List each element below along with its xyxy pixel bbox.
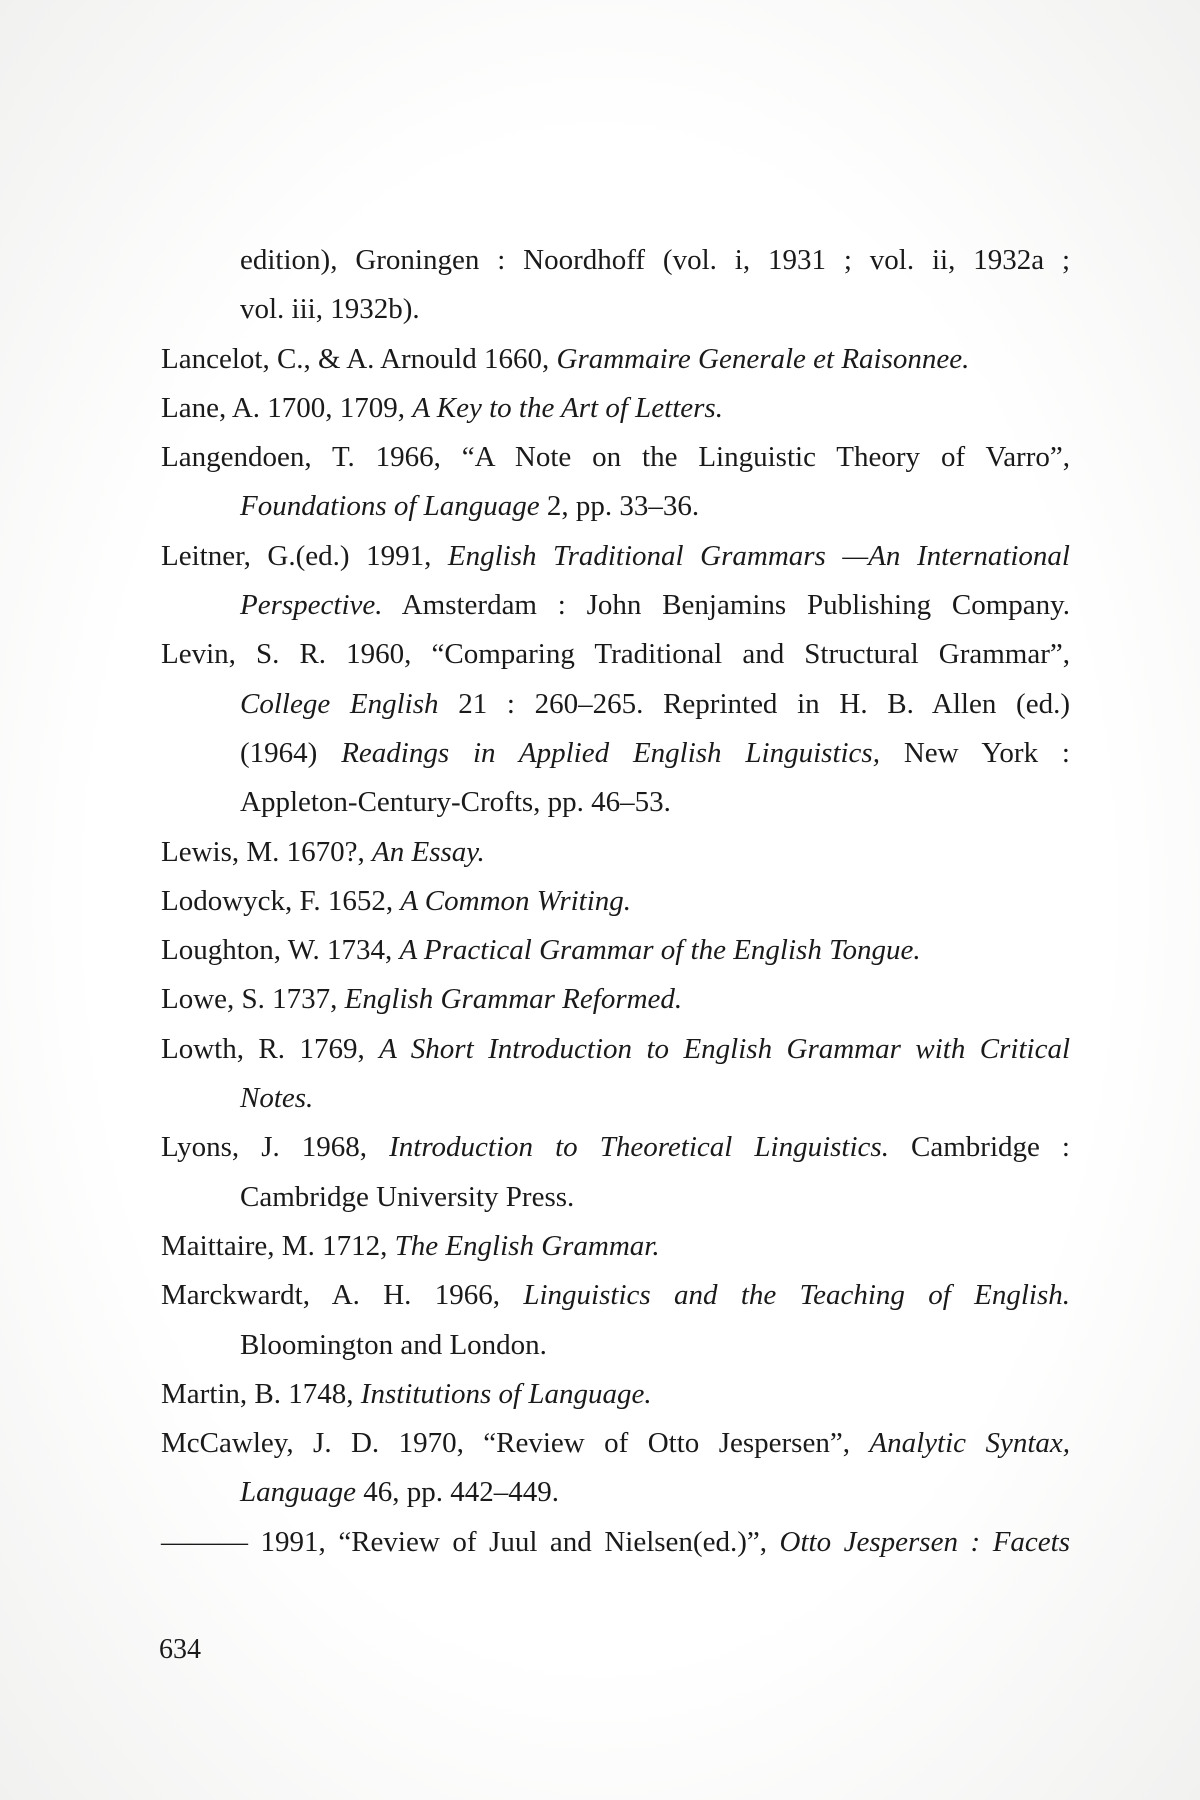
entry-line <box>161 532 1070 581</box>
citation-text: Lowe, S. 1737, <box>161 983 345 1016</box>
entry-line <box>161 1468 1070 1517</box>
italic-title-text: Institutions of Language. <box>360 1377 652 1410</box>
entry-line <box>161 1222 1070 1271</box>
bibliography-entry <box>161 828 1070 877</box>
citation-text: Lyons, J. 1968, <box>161 1131 390 1164</box>
entry-line <box>161 236 1070 285</box>
bibliography-entry <box>161 1222 1070 1271</box>
bibliography-entry <box>161 384 1070 433</box>
italic-title-text: College English <box>240 687 439 720</box>
italic-title-text: English Traditional Grammars —An International <box>447 539 1070 572</box>
bibliography-entry <box>161 926 1070 975</box>
italic-title-text: Perspective. <box>240 589 383 622</box>
italic-title-text: Linguistics and the Teaching of English. <box>523 1279 1070 1312</box>
entry-line <box>161 1025 1070 1074</box>
citation-text: 21 : 260–265. Reprinted in H. B. Allen (ed.) <box>438 687 1070 720</box>
citation-text: edition), Groningen : Noordhoff (vol. i, 1931 ; vol. ii, 1932a ; <box>240 244 1070 276</box>
bibliography-entry <box>161 1419 1070 1518</box>
bibliography-entry <box>161 236 1070 335</box>
citation-text: Appleton-Century-Crofts, pp. 46–53. <box>240 786 671 819</box>
entry-line <box>161 926 1070 975</box>
entry-line <box>161 384 1070 433</box>
entry-line <box>161 433 1070 482</box>
entry-line <box>161 1518 1070 1567</box>
citation-text: Lane, A. 1700, 1709, <box>161 391 413 424</box>
citation-text: Lodowyck, F. 1652, <box>161 884 401 917</box>
entry-line <box>161 778 1070 827</box>
citation-text: Loughton, W. 1734, <box>161 934 400 967</box>
citation-text: vol. iii, 1932b). <box>240 293 420 326</box>
bibliography-entry <box>161 1518 1070 1567</box>
entry-line <box>161 1123 1070 1172</box>
page-number: 634 <box>159 1634 201 1665</box>
entry-line <box>161 729 1070 778</box>
bibliography-entry <box>161 1271 1070 1370</box>
citation-text: Lowth, R. 1769, <box>161 1032 380 1065</box>
citation-text: Amsterdam : John Benjamins Publishing Company. <box>382 589 1070 622</box>
italic-title-text: Readings in Applied English Linguistics, <box>341 736 880 769</box>
entry-line <box>161 285 1070 334</box>
citation-text: New York : <box>879 736 1070 769</box>
italic-title-text: Otto Jespersen : Facets <box>779 1525 1070 1558</box>
citation-text: McCawley, J. D. 1970, “Review of Otto Jespersen”, <box>161 1427 870 1460</box>
italic-title-text: Analytic Syntax, <box>869 1427 1070 1460</box>
entry-line <box>161 1074 1070 1123</box>
bibliography-entry <box>161 532 1070 631</box>
entry-line <box>161 680 1070 729</box>
bibliography-entry <box>161 1025 1070 1124</box>
italic-title-text: The English Grammar. <box>394 1229 660 1262</box>
entry-line <box>161 335 1070 384</box>
italic-title-text: English Grammar Reformed. <box>344 983 683 1016</box>
bibliography-entry <box>161 877 1070 926</box>
italic-title-text: A Practical Grammar of the English Tongue. <box>399 934 921 967</box>
bibliography-entry <box>161 1370 1070 1419</box>
bibliography-entry <box>161 975 1070 1024</box>
citation-text: Marckwardt, A. H. 1966, <box>161 1279 524 1312</box>
italic-title-text: A Common Writing. <box>400 884 632 917</box>
entry-line <box>161 1173 1070 1222</box>
italic-title-text: A Key to the Art of Letters. <box>412 391 723 424</box>
bibliography-entry <box>161 335 1070 384</box>
bibliography-entry <box>161 1123 1070 1222</box>
entry-line <box>161 828 1070 877</box>
entry-line <box>161 1370 1070 1419</box>
italic-title-text: Introduction to Theoretical Linguistics. <box>389 1131 889 1164</box>
italic-title-text: Foundations of Language <box>240 490 540 523</box>
citation-text: Lewis, M. 1670?, <box>161 835 373 868</box>
entry-line <box>161 1321 1070 1370</box>
italic-title-text: An Essay. <box>372 835 485 868</box>
entry-line <box>161 1419 1070 1468</box>
entry-line <box>161 482 1070 531</box>
citation-text: Levin, S. R. 1960, “Comparing Traditional and Structural Grammar”, <box>161 638 1070 671</box>
bibliography-entry <box>161 630 1070 827</box>
citation-text: Langendoen, T. 1966, “A Note on the Linguistic Theory of Varro”, <box>161 441 1070 474</box>
citation-text: ——— 1991, “Review of Juul and Nielsen(ed.)”, <box>161 1525 780 1558</box>
entry-line <box>161 1271 1070 1320</box>
italic-title-text: Notes. <box>240 1082 314 1115</box>
italic-title-text: Grammaire Generale et Raisonnee. <box>556 342 970 375</box>
entry-line <box>161 975 1070 1024</box>
citation-text: Martin, B. 1748, <box>161 1377 361 1410</box>
citation-text: Cambridge : <box>888 1131 1070 1164</box>
citation-text: Leitner, G.(ed.) 1991, <box>161 539 448 572</box>
entry-line <box>161 581 1070 630</box>
citation-text: Bloomington and London. <box>240 1328 547 1361</box>
citation-text: Lancelot, C., & A. Arnould 1660, <box>161 342 557 375</box>
citation-text: (1964) <box>240 736 342 769</box>
citation-text: Cambridge University Press. <box>240 1180 575 1213</box>
citation-text: Maittaire, M. 1712, <box>161 1229 395 1262</box>
italic-title-text: A Short Introduction to English Grammar with Critical <box>379 1032 1070 1065</box>
bibliography-list <box>161 236 1070 1567</box>
citation-text: 2, pp. 33–36. <box>539 490 700 523</box>
bibliography-entry <box>161 433 1070 532</box>
italic-title-text: Language <box>240 1476 356 1509</box>
citation-text: 46, pp. 442–449. <box>356 1476 559 1509</box>
entry-line <box>161 630 1070 679</box>
entry-line <box>161 877 1070 926</box>
